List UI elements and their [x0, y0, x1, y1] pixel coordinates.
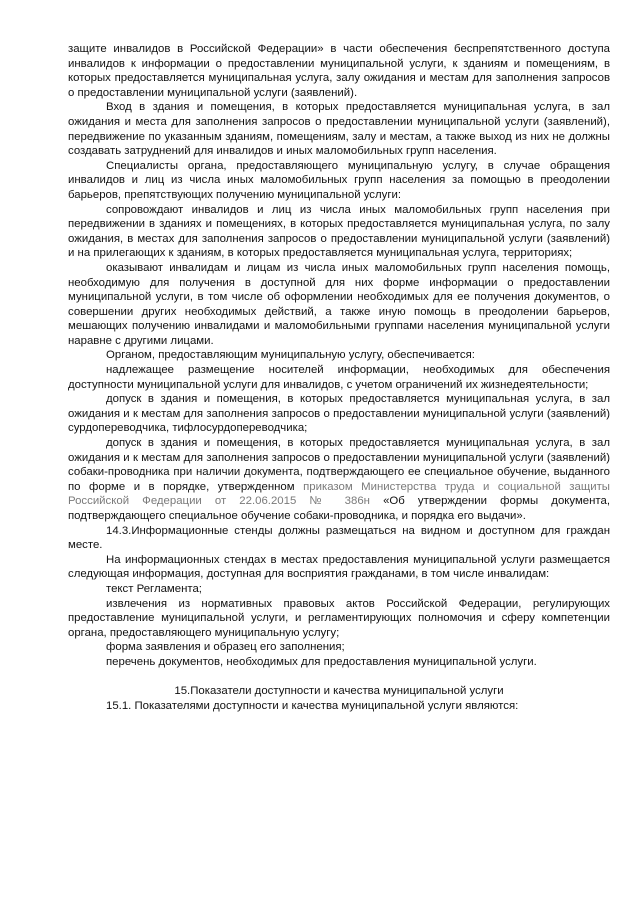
paragraph-info-stands: 14.3.Информационные стенды должны размещаться на видном и доступном для граждан месте.	[68, 524, 610, 552]
guide-dog-text-before: допуск в здания и помещения, в которых предоставляется муниципальная услуга, в зал ожидания и к местам для заполнения запросов о предоставлении муниципальной услуги (заявлений) собаки-проводника при наличии документа, подтверждающего ее специальное обучение, выданного по форме и в порядке, утвержденном	[68, 437, 610, 493]
paragraph-guide-dog	[68, 436, 610, 524]
paragraph-continuation: защите инвалидов в Российской Федерации» в части обеспечения беспрепятственного доступа инвалидов к информации о предоставлении муниципальной услуги, к зданиям и помещениям, в которых предоставляется муниципальная услуга, залу ожидания и местам для заполнения запросов о предоставлении муниципальной услуги (заявлений).	[68, 43, 610, 99]
section-heading: 15.Показатели доступности и качества муниципальной услуги	[174, 685, 504, 698]
paragraph-media: надлежащее размещение носителей информации, необходимых для обеспечения доступности муниципальной услуги для инвалидов, с учетом ограничений их жизнедеятельности;	[68, 364, 610, 391]
paragraph-sign-interpreter: допуск в здания и помещения, в которых предоставляется муниципальная услуга, в зал ожидания и к местам для заполнения запросов о предоставлении муниципальной услуги (заявлений) сурдопереводчика, тифлосурдопереводчика;	[68, 393, 610, 435]
list-item-application-form: форма заявления и образец его заполнения;	[106, 641, 345, 654]
paragraph-group-2	[68, 524, 610, 670]
paragraph-indicators: 15.1. Показателями доступности и качества муниципальной услуги являются:	[106, 699, 519, 712]
paragraph-provided: Органом, предоставляющим муниципальную услугу, обеспечивается:	[106, 349, 475, 362]
list-item-legal-extracts: извлечения из нормативных правовых актов Российской Федерации, регулирующих предоставление муниципальной услуги, и регламентирующих полномочия и сферу компетенции органа, предоставляющего муниципальную услугу;	[68, 597, 610, 639]
paragraph-group-1	[68, 42, 610, 436]
paragraph-accompany: сопровождают инвалидов и лиц из числа иных маломобильных групп населения при передвижении в зданиях и помещениях, в которых предоставляется муниципальная услуга, по залу ожидания, в местах для заполнения запросов о предоставлении муниципальной услуги (заявлений) и на прилегающих к зданиям, в которых предоставляется муниципальная услуга, территориях;	[68, 203, 610, 260]
list-item-documents-list: перечень документов, необходимых для предоставления муниципальной услуги.	[106, 655, 537, 668]
paragraph-entrance: Вход в здания и помещения, в которых предоставляется муниципальная услуга, в зал ожидания и места для заполнения запросов о предоставлении муниципальной услуги (заявлений), передвижение по указанным зданиям, помещениям, залу и местам, а также выход из них не должны создавать затруднений для инвалидов и иных маломобильных групп населения.	[68, 101, 610, 158]
paragraph-specialists: Специалисты органа, предоставляющего муниципальную услугу, в случае обращения инвалидов и лиц из числа иных маломобильных групп населения за помощью в преодолении барьеров, препятствующих получению муниципальной услуги:	[68, 159, 610, 201]
guide-dog-text-after: «Об утверждении формы документа, подтверждающего специальное обучение собаки-проводника, и порядка его выдачи».	[68, 495, 610, 522]
paragraph-assist: оказывают инвалидам и лицам из числа иных маломобильных групп населения помощь, необходимую для получения в доступной для них форме информации о предоставлении муниципальной услуги, в том числе об оформлении необходимых для ее получения документов, о совершении других необходимых действий, а также иную помощь в преодолении барьеров, мешающих получению инвалидами и маломобильными группами населения муниципальной услуги наравне с другими лицами.	[68, 261, 610, 347]
list-item-regulation-text: текст Регламента;	[106, 582, 202, 595]
order-link[interactable]: приказом Министерства труда и социальной защиты Российской Федерации от 22.06.2015 № 386н	[68, 480, 610, 508]
spacer	[68, 670, 610, 685]
paragraph-stand-info: На информационных стендах в местах предоставления муниципальной услуги размещается следующая информация, доступная для восприятия гражданами, в том числе инвалидам:	[68, 553, 610, 581]
